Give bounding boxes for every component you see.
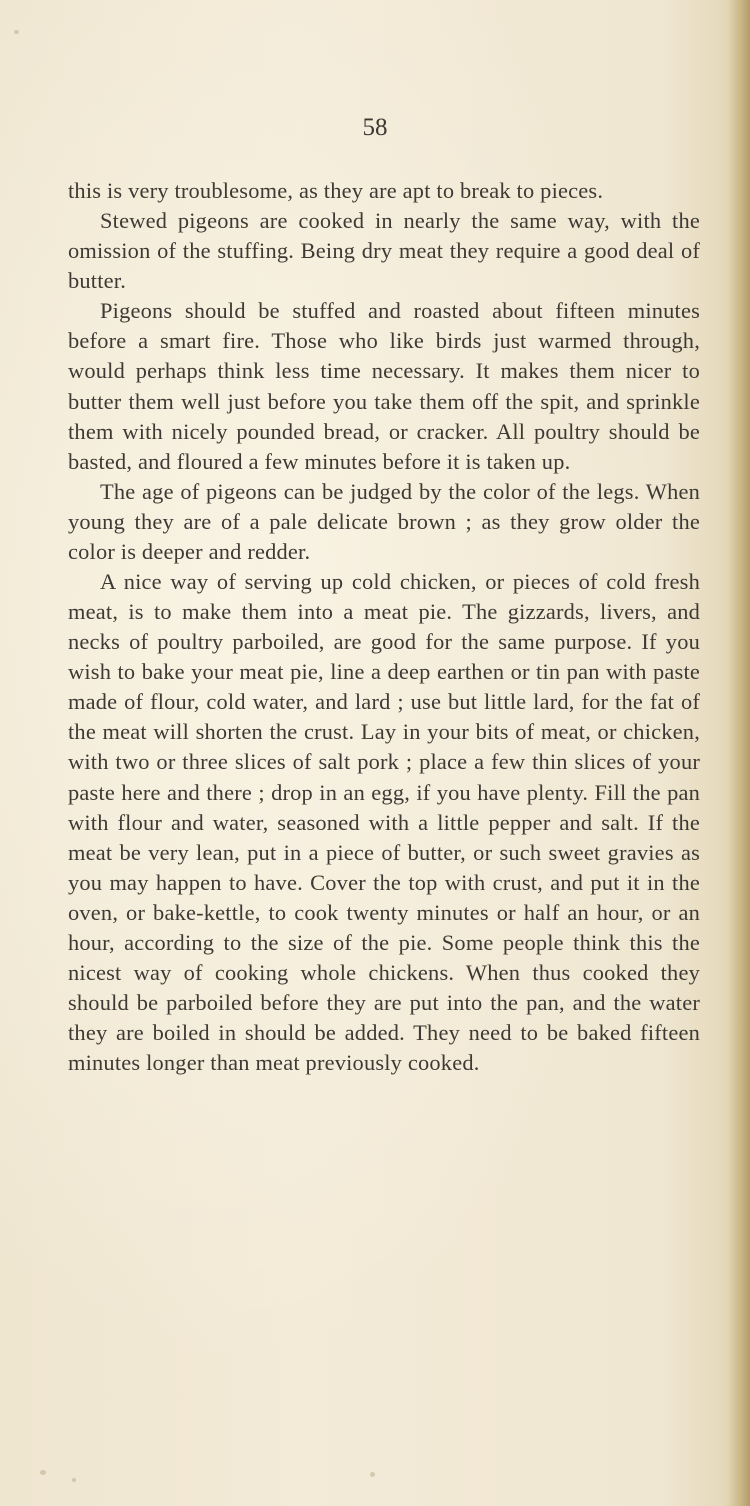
paper-speck [72,1478,76,1482]
paper-speck [40,1470,46,1475]
paragraph-stewed-pigeons: Stewed pigeons are cooked in nearly the same way, with the omission of the stuffing. Being dry meat they require a good deal of butter. [68,208,700,294]
page-number: 58 [362,114,388,141]
page-edge-shadow [728,0,750,1506]
paper-speck [370,1472,375,1477]
paragraph-continuation: this is very troublesome, as they are apt to break to pieces. [68,178,604,203]
paragraph-roasted-pigeons: Pigeons should be stuffed and roasted about fifteen minutes before a smart fire. Those who like birds just warmed through, would perhaps think less time necessary. It makes them nicer to butter them well just before you take them off the spit, and sprinkle them with nicely pounded bread, or cracker. All poultry should be basted, and floured a few minutes before it is taken up. [68,298,700,474]
body-text [68,176,700,1078]
paragraph-meat-pie: A nice way of serving up cold chicken, or pieces of cold fresh meat, is to make them into a meat pie. The gizzards, livers, and necks of poultry parboiled, are good for the same purpose. If you wish to bake your meat pie, line a deep earthen or tin pan with paste made of flour, cold water, and lard ; use but little lard, for the fat of the meat will shorten the crust. Lay in your bits of meat, or chicken, with two or three slices of salt pork ; place a few thin slices of your paste here and there ; drop in an egg, if you have plenty. Fill the pan with flour and water, seasoned with a little pepper and salt. If the meat be very lean, put in a piece of butter, or such sweet gravies as you may happen to have. Cover the top with crust, and put it in the oven, or bake-kettle, to cook twenty minutes or half an hour, or an hour, according to the size of the pie. Some people think this the nicest way of cooking whole chickens. When thus cooked they should be parboiled before they are put into the pan, and the water they are boiled in should be added. They need to be baked fifteen minutes longer than meat previously cooked. [68,569,700,1076]
paper-speck [14,30,19,34]
paragraph-age-of-pigeons: The age of pigeons can be judged by the color of the legs. When young they are of a pale delicate brown ; as they grow older the color is deeper and redder. [68,478,700,564]
